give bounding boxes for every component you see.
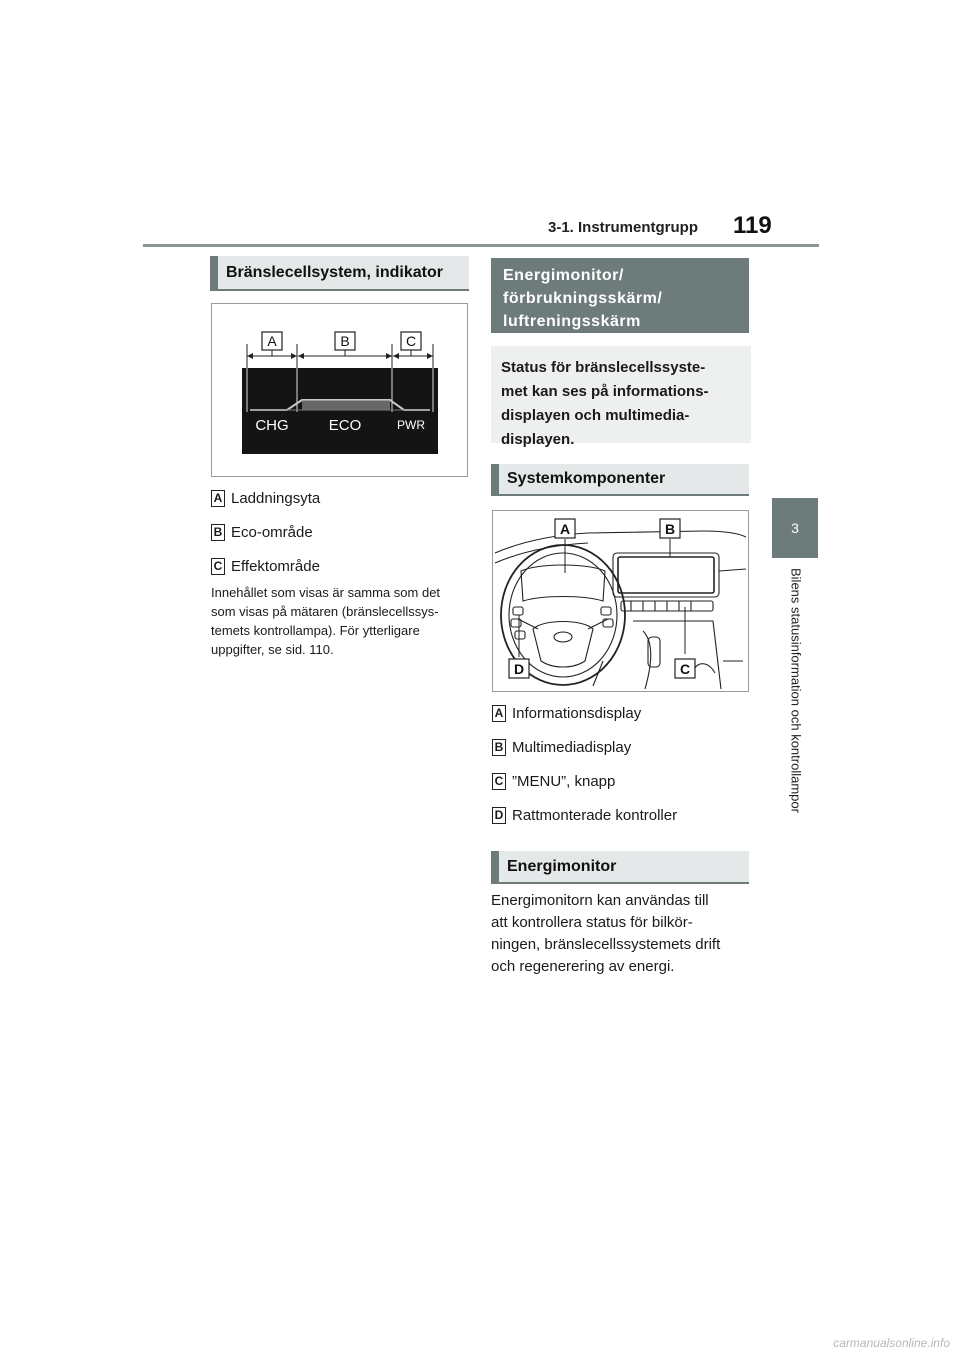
item-label: ”MENU”, knapp [512,772,616,790]
list-item [492,771,615,791]
heading-line: Energimonitor/ [503,267,624,284]
info-line: met kan ses på informations- [501,383,709,400]
note-line: uppgifter, se sid. 110. [211,642,334,657]
gauge-label-pwr: PWR [397,418,425,432]
chapter-title [786,568,806,860]
callout-b: B [340,333,350,349]
list-item [211,556,320,576]
chapter-tab: 3 [772,498,818,558]
badge: D [492,807,506,824]
note-line: Innehållet som visas är samma som det [211,585,441,600]
heading-line: luftreningsskärm [503,313,641,330]
para-line: att kontrollera status för bilkör- [491,914,693,931]
badge: B [211,524,225,541]
page-number: 119 [733,212,772,239]
para-line: Energimonitorn kan användas till [491,892,709,909]
list-item [211,522,313,542]
fuel-cell-indicator-figure [211,303,468,477]
item-label: Multimediadisplay [512,738,632,756]
info-line: displayen och multimedia- [501,407,690,424]
info-line: Status för bränslecellssyste- [501,359,706,376]
indicator-illustration [212,304,467,476]
heading-fuel-cell-indicator: Bränslecellsystem, indikator [210,256,469,291]
dashboard-illustration [493,511,748,691]
badge: A [211,490,225,507]
list-item [492,703,641,723]
note-line: som visas på mätaren (bränslecellssys- [211,604,439,619]
badge: C [211,558,225,575]
callout-a: A [559,521,571,537]
item-label: Eco-område [231,523,313,541]
callout-b: B [664,521,676,537]
callout-d: D [513,661,525,677]
info-box [491,346,751,448]
item-label: Informationsdisplay [512,704,642,722]
info-line: displayen. [501,431,575,448]
list-item [492,737,631,757]
list-item [211,488,320,508]
badge: C [492,773,506,790]
heading-energy-monitor: Energimonitor [491,851,749,884]
energy-monitor-paragraph [491,890,753,978]
heading-line: förbrukningsskärm/ [503,290,663,307]
badge: B [492,739,506,756]
item-label: Effektområde [231,557,320,575]
heading-energy-monitor-screens [491,258,749,333]
callout-c: C [405,333,417,349]
list-item [492,805,677,825]
gauge-label-eco: ECO [328,417,362,434]
gauge-label-chg: CHG [255,417,289,434]
chapter-title-text: Bilens statusinformation och kontrollampor [788,568,804,813]
callout-c: C [679,661,691,677]
callout-a: A [267,333,277,349]
left-note [211,583,473,659]
para-line: ningen, bränslecellssystemets drift [491,936,721,953]
note-line: temets kontrollampa). För ytterligare [211,623,420,638]
heading-system-components: Systemkomponenter [491,464,749,496]
section-label: 3-1. Instrumentgrupp [548,219,699,236]
item-label: Laddningsyta [231,489,321,507]
para-line: och regenerering av energi. [491,958,675,975]
system-components-figure [492,510,749,692]
badge: A [492,705,506,722]
watermark: carmanualsonline.info [833,1336,950,1350]
header-rule [143,244,819,247]
item-label: Rattmonterade kontroller [512,806,678,824]
